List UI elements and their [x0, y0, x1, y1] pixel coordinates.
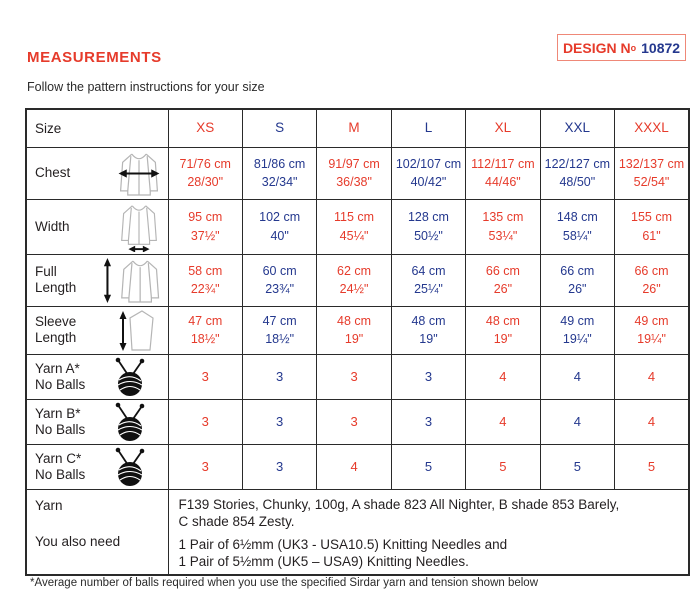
yarn-c-balls-cell: 3	[242, 444, 316, 489]
yarn-b-balls-cell: 3	[317, 399, 391, 444]
width-cell: 148 cm 58¼"	[540, 199, 614, 254]
yarn-b-balls-cell: 4	[540, 399, 614, 444]
yarn-description-line1: F139 Stories, Chunky, 100g, A shade 823 All Nighter, B shade 853 Barely,	[178, 496, 620, 512]
full-length-row-label: Full Length	[35, 264, 77, 295]
sleeve-length-cell: 48 cm 19"	[317, 306, 391, 354]
width-row-label: Width	[35, 218, 70, 234]
yarn-c-balls-cell: 5	[540, 444, 614, 489]
full-length-row	[26, 254, 689, 306]
page-title: MEASUREMENTS	[27, 49, 162, 66]
width-cell: 102 cm 40"	[242, 199, 316, 254]
yarn-description-line2: C shade 854 Zesty.	[178, 513, 295, 529]
sleeve-length-icon	[117, 309, 165, 352]
yarn-a-balls-cell: 3	[242, 354, 316, 399]
yarn-a-balls-cell: 3	[317, 354, 391, 399]
size-column-header: XS	[168, 109, 242, 147]
yarn-c-balls-cell: 5	[466, 444, 540, 489]
sleeve-length-row	[26, 306, 689, 354]
yarn-c-balls-cell: 5	[391, 444, 465, 489]
width-cell: 95 cm 37½"	[168, 199, 242, 254]
yarn-a-balls-cell: 4	[466, 354, 540, 399]
subtitle: Follow the pattern instructions for your size	[27, 80, 265, 94]
sweater-chest-width-icon	[113, 150, 165, 197]
yarn-a-row	[26, 354, 689, 399]
yarn-c-row-label: Yarn C*	[35, 450, 82, 466]
yarn-b-row	[26, 399, 689, 444]
yarn-info-text	[168, 489, 689, 575]
yarn-b-balls-cell: 3	[391, 399, 465, 444]
yarn-ball-icon	[111, 357, 149, 397]
chest-cell: 81/86 cm 32/34"	[242, 147, 316, 199]
yarn-b-row-label: Yarn B*	[35, 405, 81, 421]
sleeve-length-cell: 47 cm 18½"	[168, 306, 242, 354]
needles-line2: 1 Pair of 5½mm (UK5 – USA9) Knitting Needles.	[178, 553, 469, 569]
yarn-c-balls-cell: 5	[615, 444, 689, 489]
size-column-header: L	[391, 109, 465, 147]
sleeve-length-row-label: Sleeve Length	[35, 314, 77, 345]
yarn-info-row	[26, 489, 689, 575]
yarn-a-balls-cell: 3	[168, 354, 242, 399]
size-column-header: S	[242, 109, 316, 147]
size-column-header: M	[317, 109, 391, 147]
full-length-cell: 66 cm 26"	[466, 254, 540, 306]
chest-cell: 112/117 cm 44/46"	[466, 147, 540, 199]
yarn-ball-icon	[111, 402, 149, 442]
chest-cell: 71/76 cm 28/30"	[168, 147, 242, 199]
size-row-label: Size	[26, 109, 168, 147]
yarn-a-balls-cell: 4	[615, 354, 689, 399]
sleeve-length-cell: 48 cm 19"	[391, 306, 465, 354]
yarn-c-row	[26, 444, 689, 489]
sweater-length-icon	[101, 257, 165, 304]
yarn-a-balls-cell: 4	[540, 354, 614, 399]
sleeve-length-cell: 47 cm 18½"	[242, 306, 316, 354]
yarn-c-balls-cell: 4	[317, 444, 391, 489]
design-label-sup: o	[630, 42, 637, 53]
yarn-a-balls-cell: 3	[391, 354, 465, 399]
full-length-cell: 66 cm 26"	[540, 254, 614, 306]
sweater-bottom-width-icon	[113, 202, 165, 252]
size-header-row	[26, 109, 689, 147]
size-column-header: XXXL	[615, 109, 689, 147]
chest-row-label: Chest	[35, 165, 71, 181]
also-need-label: You also need	[35, 533, 121, 549]
yarn-c-balls-cell: 3	[168, 444, 242, 489]
chest-cell: 91/97 cm 36/38"	[317, 147, 391, 199]
design-label: DESIGN N	[562, 39, 631, 56]
full-length-cell: 58 cm 22¾"	[168, 254, 242, 306]
yarn-b-row-sublabel: No Balls	[35, 421, 86, 437]
yarn-b-balls-cell: 4	[466, 399, 540, 444]
yarn-b-balls-cell: 3	[168, 399, 242, 444]
full-length-cell: 64 cm 25¼"	[391, 254, 465, 306]
width-row	[26, 199, 689, 254]
measurements-table	[25, 108, 690, 576]
full-length-cell: 66 cm 26"	[615, 254, 689, 306]
full-length-cell: 62 cm 24½"	[317, 254, 391, 306]
yarn-ball-icon	[111, 447, 149, 487]
size-column-header: XL	[466, 109, 540, 147]
chest-cell: 122/127 cm 48/50"	[540, 147, 614, 199]
sleeve-length-cell: 49 cm 19¼"	[540, 306, 614, 354]
footnote: *Average number of balls required when you use the specified Sirdar yarn and tension shown below	[30, 577, 539, 589]
width-cell: 128 cm 50½"	[391, 199, 465, 254]
sleeve-length-cell: 49 cm 19¼"	[615, 306, 689, 354]
chest-cell: 102/107 cm 40/42"	[391, 147, 465, 199]
design-number-box	[557, 34, 686, 61]
chest-row	[26, 147, 689, 199]
width-cell: 135 cm 53¼"	[466, 199, 540, 254]
sleeve-length-cell: 48 cm 19"	[466, 306, 540, 354]
yarn-info-label: Yarn	[35, 497, 63, 513]
yarn-b-balls-cell: 4	[615, 399, 689, 444]
full-length-cell: 60 cm 23¾"	[242, 254, 316, 306]
design-number: 10872	[641, 39, 681, 56]
size-column-header: XXL	[540, 109, 614, 147]
needles-line1: 1 Pair of 6½mm (UK3 - USA10.5) Knitting Needles and	[178, 536, 508, 552]
yarn-a-row-label: Yarn A*	[35, 360, 80, 376]
yarn-a-row-sublabel: No Balls	[35, 376, 86, 392]
chest-cell: 132/137 cm 52/54"	[615, 147, 689, 199]
width-cell: 155 cm 61"	[615, 199, 689, 254]
yarn-c-row-sublabel: No Balls	[35, 466, 86, 482]
yarn-b-balls-cell: 3	[242, 399, 316, 444]
width-cell: 115 cm 45¼"	[317, 199, 391, 254]
